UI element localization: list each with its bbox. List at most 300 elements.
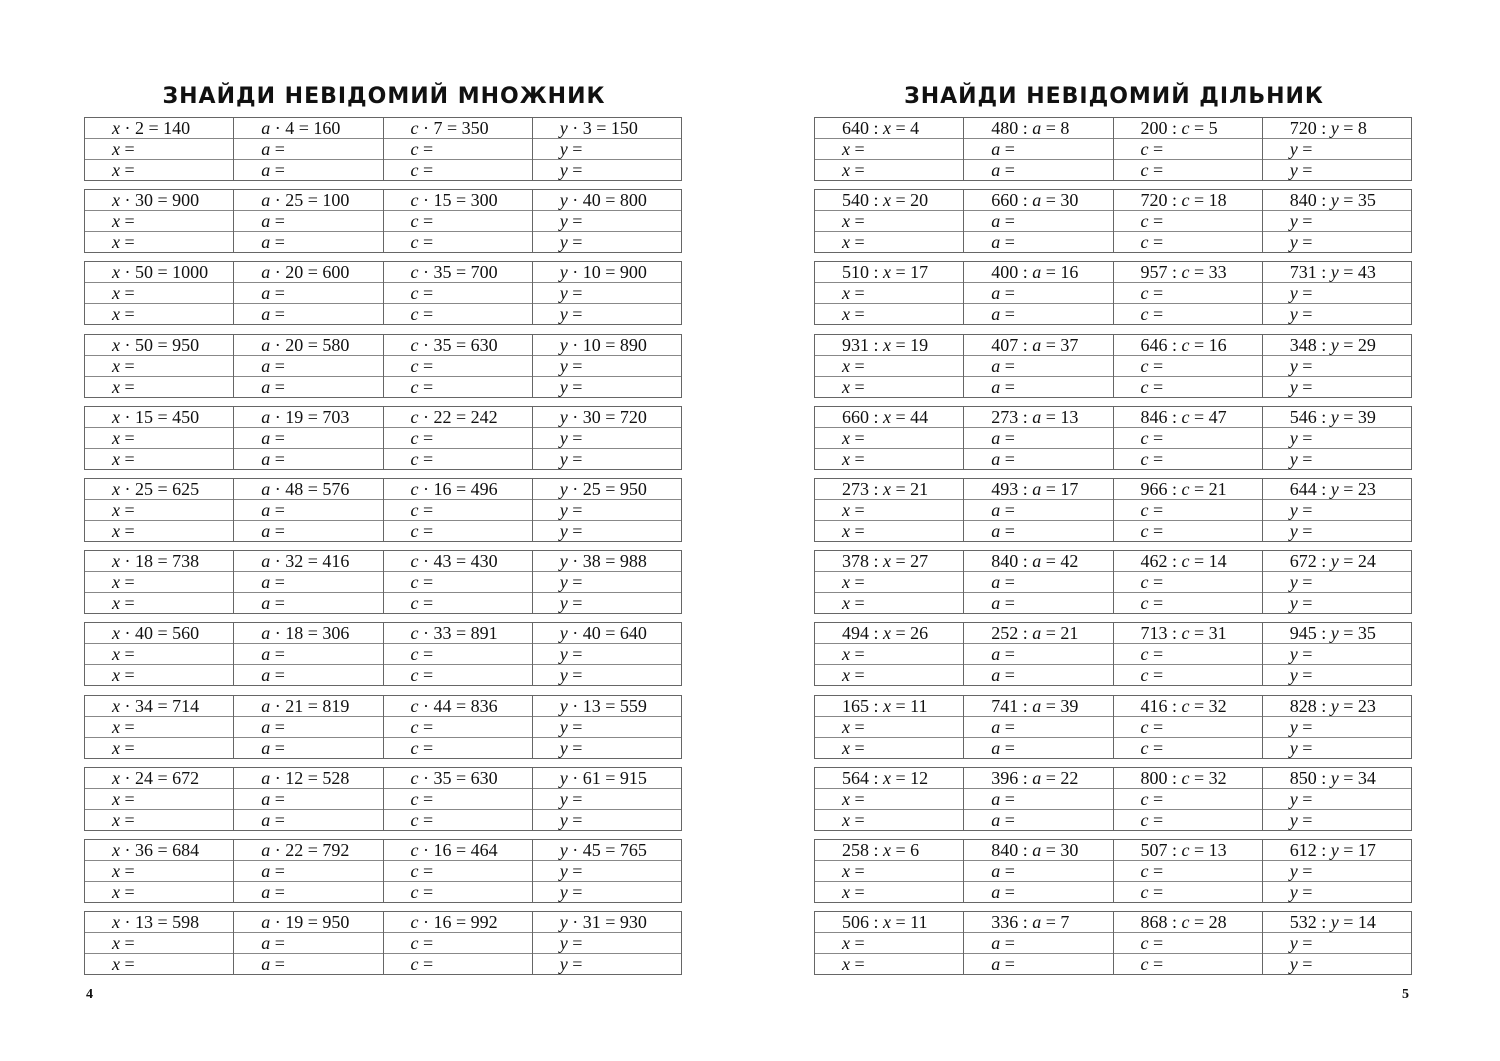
answer-line[interactable]: c = (384, 664, 532, 685)
answer-line[interactable]: c = (384, 520, 532, 541)
equation-cell (1113, 623, 1262, 685)
answer-line[interactable]: a = (964, 788, 1112, 809)
equation-text: 731 : y = 43 (1289, 262, 1376, 283)
answer-line[interactable]: c = (384, 592, 532, 613)
answer-line[interactable]: x = (815, 231, 963, 252)
answer-line[interactable]: a = (234, 737, 382, 758)
answer-line[interactable]: y = (1263, 664, 1411, 685)
equation-text: a · 20 = 580 (261, 334, 350, 355)
answer-line[interactable]: c = (1114, 716, 1262, 737)
equation-cell (963, 623, 1112, 685)
answer-line[interactable]: y = (533, 788, 681, 809)
equation-text: 564 : x = 12 (842, 767, 929, 788)
answer-line[interactable]: x = (815, 664, 963, 685)
equation-cell (1262, 768, 1411, 830)
answer-line[interactable]: a = (234, 932, 382, 953)
page-title: ЗНАЙДИ НЕВІДОМИЙ ДІЛЬНИК (904, 84, 1324, 109)
answer-line[interactable]: a = (964, 427, 1112, 448)
answer-line[interactable]: y = (533, 809, 681, 830)
equation-text: 840 : a = 42 (991, 551, 1079, 572)
equation-cell (963, 118, 1112, 180)
equation-cell (963, 696, 1112, 758)
exercise-block (814, 622, 1412, 686)
answer-line[interactable]: x = (815, 303, 963, 324)
answer-line[interactable]: a = (964, 303, 1112, 324)
equation-cell (532, 479, 681, 541)
equation-text: 741 : a = 39 (991, 695, 1079, 716)
answer-line[interactable]: a = (234, 881, 382, 902)
answer-line[interactable]: x = (815, 571, 963, 592)
answer-line[interactable]: c = (384, 737, 532, 758)
answer-line[interactable]: c = (384, 716, 532, 737)
answer-line[interactable]: x = (85, 303, 233, 324)
answer-line[interactable]: x = (85, 376, 233, 397)
answer-line[interactable]: a = (234, 210, 382, 231)
answer-line[interactable]: a = (964, 737, 1112, 758)
equation-text: 720 : y = 8 (1289, 118, 1367, 138)
answer-line[interactable]: x = (815, 592, 963, 613)
answer-line[interactable]: a = (964, 231, 1112, 252)
answer-line[interactable]: y = (1263, 932, 1411, 953)
equation-text: 713 : c = 31 (1140, 623, 1227, 644)
answer-line[interactable]: a = (964, 860, 1112, 881)
answer-line[interactable]: c = (384, 643, 532, 664)
exercise-block (84, 550, 682, 614)
equation-cell (1262, 840, 1411, 902)
answer-line[interactable]: a = (234, 376, 382, 397)
equation-cell (1113, 768, 1262, 830)
answer-line[interactable]: y = (533, 520, 681, 541)
equation-text: 931 : x = 19 (842, 334, 929, 355)
equation-cell (1262, 696, 1411, 758)
equation-cell (233, 262, 382, 324)
equation-cell (233, 407, 382, 469)
answer-line[interactable]: x = (815, 881, 963, 902)
equation-text: x · 25 = 625 (112, 479, 200, 499)
answer-line[interactable]: y = (533, 499, 681, 520)
answer-line[interactable]: c = (384, 282, 532, 303)
answer-line[interactable]: y = (533, 210, 681, 231)
answer-line[interactable]: a = (234, 953, 382, 974)
answer-line[interactable]: a = (234, 520, 382, 541)
answer-line[interactable]: a = (234, 716, 382, 737)
answer-line[interactable]: x = (85, 881, 233, 902)
answer-line[interactable]: x = (85, 932, 233, 953)
answer-line[interactable]: y = (1263, 520, 1411, 541)
answer-line[interactable]: x = (85, 860, 233, 881)
answer-line[interactable]: x = (85, 448, 233, 469)
answer-line[interactable]: a = (964, 210, 1112, 231)
equation-text: y · 30 = 720 (559, 406, 647, 427)
answer-line[interactable]: x = (815, 860, 963, 881)
answer-line[interactable]: c = (1114, 881, 1262, 902)
equation-cell (233, 696, 382, 758)
answer-line[interactable]: y = (533, 932, 681, 953)
answer-line[interactable]: y = (533, 231, 681, 252)
answer-line[interactable]: y = (1263, 159, 1411, 180)
equation-cell (1262, 262, 1411, 324)
answer-line[interactable]: a = (234, 355, 382, 376)
equation-cell (963, 768, 1112, 830)
equation-cell (233, 623, 382, 685)
answer-line[interactable]: y = (533, 427, 681, 448)
equation-text: c · 43 = 430 (410, 551, 498, 572)
answer-line[interactable]: y = (533, 643, 681, 664)
answer-line[interactable]: y = (1263, 499, 1411, 520)
equation-text: c · 22 = 242 (410, 406, 498, 427)
answer-line[interactable]: c = (1114, 953, 1262, 974)
equation-cell (815, 335, 963, 397)
answer-line[interactable]: x = (815, 716, 963, 737)
equation-text: a · 21 = 819 (261, 695, 350, 716)
answer-line[interactable]: a = (234, 788, 382, 809)
answer-line[interactable]: a = (964, 809, 1112, 830)
equation-cell (963, 912, 1112, 974)
answer-line[interactable]: x = (815, 282, 963, 303)
equation-text: y · 31 = 930 (559, 912, 647, 933)
answer-line[interactable]: y = (1263, 953, 1411, 974)
answer-line[interactable]: x = (815, 499, 963, 520)
answer-line[interactable]: x = (815, 138, 963, 159)
equation-cell (963, 335, 1112, 397)
answer-line[interactable]: y = (1263, 355, 1411, 376)
equation-cell (85, 118, 233, 180)
answer-line[interactable]: a = (234, 860, 382, 881)
answer-line[interactable]: c = (384, 303, 532, 324)
answer-line[interactable]: a = (234, 664, 382, 685)
answer-line[interactable]: a = (964, 448, 1112, 469)
answer-line[interactable]: y = (533, 953, 681, 974)
answer-line[interactable]: c = (384, 499, 532, 520)
answer-line[interactable]: a = (234, 159, 382, 180)
equation-cell (532, 840, 681, 902)
answer-line[interactable]: c = (1114, 664, 1262, 685)
answer-line[interactable]: c = (384, 210, 532, 231)
answer-line[interactable]: y = (1263, 592, 1411, 613)
answer-line[interactable]: a = (964, 664, 1112, 685)
equation-text: 840 : a = 30 (991, 840, 1079, 860)
answer-line[interactable]: c = (384, 881, 532, 902)
equation-cell (1262, 118, 1411, 180)
equation-text: 252 : a = 21 (991, 623, 1079, 644)
equation-text: x · 50 = 1000 (112, 262, 209, 283)
answer-line[interactable]: x = (815, 355, 963, 376)
answer-line[interactable]: c = (1114, 520, 1262, 541)
answer-line[interactable]: c = (384, 355, 532, 376)
equation-text: a · 22 = 792 (261, 840, 350, 860)
equation-cell (815, 696, 963, 758)
equation-cell (1262, 335, 1411, 397)
answer-line[interactable]: y = (1263, 282, 1411, 303)
equation-text: y · 13 = 559 (559, 695, 647, 716)
answer-line[interactable]: x = (815, 427, 963, 448)
answer-line[interactable]: y = (1263, 138, 1411, 159)
equation-cell (383, 840, 532, 902)
answer-line[interactable]: a = (234, 427, 382, 448)
answer-line[interactable]: y = (533, 881, 681, 902)
answer-line[interactable]: x = (85, 355, 233, 376)
answer-line[interactable]: x = (85, 210, 233, 231)
answer-line[interactable]: x = (85, 499, 233, 520)
answer-line[interactable]: a = (234, 138, 382, 159)
exercise-block (814, 695, 1412, 759)
answer-line[interactable]: c = (1114, 860, 1262, 881)
equation-text: a · 4 = 160 (261, 118, 341, 138)
equation-cell (532, 190, 681, 252)
answer-line[interactable]: a = (234, 809, 382, 830)
equation-cell (1113, 335, 1262, 397)
answer-line[interactable]: a = (964, 953, 1112, 974)
equation-text: y · 25 = 950 (559, 479, 647, 499)
answer-line[interactable]: y = (533, 355, 681, 376)
answer-line[interactable]: c = (384, 809, 532, 830)
exercise-block (84, 189, 682, 253)
answer-line[interactable]: y = (1263, 809, 1411, 830)
answer-line[interactable]: y = (533, 571, 681, 592)
answer-line[interactable]: c = (1114, 737, 1262, 758)
answer-line[interactable]: x = (815, 953, 963, 974)
answer-line[interactable]: x = (85, 716, 233, 737)
equation-cell (532, 335, 681, 397)
exercise-block (814, 839, 1412, 903)
equation-text: a · 18 = 306 (261, 623, 350, 644)
answer-line[interactable]: a = (964, 716, 1112, 737)
answer-line[interactable]: c = (1114, 159, 1262, 180)
answer-line[interactable]: y = (1263, 448, 1411, 469)
equation-cell (1113, 262, 1262, 324)
answer-line[interactable]: c = (384, 571, 532, 592)
answer-line[interactable]: a = (234, 643, 382, 664)
answer-line[interactable]: y = (1263, 716, 1411, 737)
answer-line[interactable]: c = (1114, 210, 1262, 231)
equation-cell (532, 696, 681, 758)
answer-line[interactable]: a = (964, 881, 1112, 902)
answer-line[interactable]: y = (1263, 737, 1411, 758)
answer-line[interactable]: a = (964, 499, 1112, 520)
answer-line[interactable]: y = (1263, 231, 1411, 252)
equation-text: 644 : y = 23 (1289, 479, 1376, 499)
equation-cell (85, 479, 233, 541)
answer-line[interactable]: c = (384, 448, 532, 469)
answer-line[interactable]: y = (533, 664, 681, 685)
answer-line[interactable]: y = (533, 860, 681, 881)
answer-line[interactable]: a = (234, 571, 382, 592)
answer-line[interactable]: y = (1263, 303, 1411, 324)
answer-line[interactable]: a = (964, 159, 1112, 180)
equation-text: x · 40 = 560 (112, 623, 200, 644)
equation-cell (815, 551, 963, 613)
answer-line[interactable]: x = (815, 643, 963, 664)
answer-line[interactable]: c = (1114, 809, 1262, 830)
answer-line[interactable]: x = (815, 809, 963, 830)
answer-line[interactable]: c = (1114, 448, 1262, 469)
answer-line[interactable]: a = (964, 592, 1112, 613)
answer-line[interactable]: c = (1114, 303, 1262, 324)
answer-line[interactable]: c = (384, 427, 532, 448)
answer-line[interactable]: c = (1114, 355, 1262, 376)
answer-line[interactable]: c = (1114, 376, 1262, 397)
equation-text: x · 34 = 714 (112, 695, 200, 716)
answer-line[interactable]: y = (1263, 881, 1411, 902)
answer-line[interactable]: c = (1114, 932, 1262, 953)
exercise-block (84, 622, 682, 686)
equation-cell (85, 551, 233, 613)
equation-cell (963, 840, 1112, 902)
equation-text: 200 : c = 5 (1140, 118, 1218, 138)
equation-text: a · 12 = 528 (261, 767, 350, 788)
answer-line[interactable]: x = (85, 643, 233, 664)
answer-line[interactable]: x = (85, 138, 233, 159)
answer-line[interactable]: c = (384, 376, 532, 397)
equation-text: 966 : c = 21 (1140, 479, 1227, 499)
equation-cell (85, 262, 233, 324)
answer-line[interactable]: x = (85, 809, 233, 830)
equation-cell (383, 912, 532, 974)
equation-text: 273 : a = 13 (991, 406, 1079, 427)
answer-line[interactable]: x = (85, 788, 233, 809)
equation-cell (1113, 190, 1262, 252)
equation-cell (1113, 479, 1262, 541)
answer-line[interactable]: x = (85, 520, 233, 541)
answer-line[interactable]: y = (533, 592, 681, 613)
answer-line[interactable]: y = (533, 737, 681, 758)
answer-line[interactable]: a = (234, 303, 382, 324)
answer-line[interactable]: c = (384, 953, 532, 974)
equation-text: x · 36 = 684 (112, 840, 200, 860)
equation-text: x · 13 = 598 (112, 912, 200, 933)
equation-cell (963, 551, 1112, 613)
answer-line[interactable]: y = (1263, 788, 1411, 809)
equation-cell (1113, 840, 1262, 902)
answer-line[interactable]: x = (85, 282, 233, 303)
answer-line[interactable]: x = (85, 664, 233, 685)
answer-line[interactable]: y = (533, 159, 681, 180)
equation-text: 493 : a = 17 (991, 479, 1079, 499)
answer-line[interactable]: x = (85, 737, 233, 758)
answer-line[interactable]: a = (234, 231, 382, 252)
exercise-block (84, 117, 682, 181)
answer-line[interactable]: y = (533, 716, 681, 737)
answer-line[interactable]: x = (85, 159, 233, 180)
answer-line[interactable]: x = (815, 788, 963, 809)
exercise-block (814, 911, 1412, 975)
equation-text: 416 : c = 32 (1140, 695, 1227, 716)
answer-line[interactable]: x = (85, 571, 233, 592)
equation-cell (815, 190, 963, 252)
answer-line[interactable]: a = (964, 138, 1112, 159)
answer-line[interactable]: y = (533, 376, 681, 397)
answer-line[interactable]: y = (533, 303, 681, 324)
equation-cell (233, 118, 382, 180)
equation-cell (815, 768, 963, 830)
equation-cell (532, 118, 681, 180)
answer-line[interactable]: x = (85, 953, 233, 974)
page-number: 5 (1402, 987, 1409, 1002)
answer-line[interactable]: y = (533, 282, 681, 303)
exercise-block (814, 406, 1412, 470)
equation-text: 407 : a = 37 (991, 334, 1079, 355)
answer-line[interactable]: x = (815, 932, 963, 953)
answer-line[interactable]: y = (1263, 427, 1411, 448)
answer-line[interactable]: a = (234, 448, 382, 469)
answer-line[interactable]: a = (964, 520, 1112, 541)
answer-line[interactable]: c = (384, 932, 532, 953)
answer-line[interactable]: x = (815, 210, 963, 231)
equation-text: 660 : a = 30 (991, 190, 1079, 211)
equation-text: 480 : a = 8 (991, 118, 1070, 138)
answer-line[interactable]: a = (964, 376, 1112, 397)
answer-line[interactable]: c = (1114, 592, 1262, 613)
answer-line[interactable]: y = (533, 138, 681, 159)
answer-line[interactable]: x = (815, 376, 963, 397)
exercise-block (84, 695, 682, 759)
answer-line[interactable]: c = (384, 159, 532, 180)
answer-line[interactable]: c = (384, 231, 532, 252)
exercise-block (84, 261, 682, 325)
equation-cell (815, 912, 963, 974)
answer-line[interactable]: a = (964, 571, 1112, 592)
answer-line[interactable]: x = (815, 159, 963, 180)
equation-text: 945 : y = 35 (1289, 623, 1376, 644)
equation-text: a · 32 = 416 (261, 551, 350, 572)
answer-line[interactable]: c = (1114, 282, 1262, 303)
answer-line[interactable]: c = (1114, 138, 1262, 159)
equation-cell (383, 696, 532, 758)
answer-line[interactable]: a = (964, 282, 1112, 303)
answer-line[interactable]: c = (1114, 427, 1262, 448)
equation-text: 646 : c = 16 (1140, 334, 1227, 355)
equation-cell (815, 407, 963, 469)
page-number: 4 (86, 987, 93, 1002)
answer-line[interactable]: c = (1114, 571, 1262, 592)
answer-line[interactable]: x = (85, 592, 233, 613)
answer-line[interactable]: y = (1263, 643, 1411, 664)
equation-text: c · 16 = 464 (410, 840, 498, 860)
equation-text: y · 45 = 765 (559, 840, 647, 860)
equation-text: 957 : c = 33 (1140, 262, 1227, 283)
answer-line[interactable]: c = (384, 138, 532, 159)
answer-line[interactable]: c = (1114, 643, 1262, 664)
answer-line[interactable]: x = (85, 231, 233, 252)
answer-line[interactable]: x = (815, 520, 963, 541)
equation-cell (815, 262, 963, 324)
answer-line[interactable]: x = (815, 737, 963, 758)
answer-line[interactable]: y = (1263, 376, 1411, 397)
answer-line[interactable]: c = (1114, 788, 1262, 809)
answer-line[interactable]: a = (234, 592, 382, 613)
answer-line[interactable]: y = (1263, 860, 1411, 881)
answer-line[interactable]: a = (964, 932, 1112, 953)
answer-line[interactable]: c = (1114, 499, 1262, 520)
answer-line[interactable]: y = (1263, 210, 1411, 231)
answer-line[interactable]: a = (964, 355, 1112, 376)
answer-line[interactable]: c = (384, 788, 532, 809)
page-title: ЗНАЙДИ НЕВІДОМИЙ МНОЖНИК (162, 84, 606, 109)
answer-line[interactable]: x = (85, 427, 233, 448)
answer-line[interactable]: a = (964, 643, 1112, 664)
answer-line[interactable]: y = (533, 448, 681, 469)
answer-line[interactable]: c = (1114, 231, 1262, 252)
equation-cell (1262, 407, 1411, 469)
answer-line[interactable]: c = (384, 860, 532, 881)
answer-line[interactable]: a = (234, 499, 382, 520)
equation-text: 640 : x = 4 (842, 118, 920, 138)
equation-text: 336 : a = 7 (991, 912, 1070, 933)
answer-line[interactable]: a = (234, 282, 382, 303)
answer-line[interactable]: y = (1263, 571, 1411, 592)
answer-line[interactable]: x = (815, 448, 963, 469)
equation-cell (85, 190, 233, 252)
